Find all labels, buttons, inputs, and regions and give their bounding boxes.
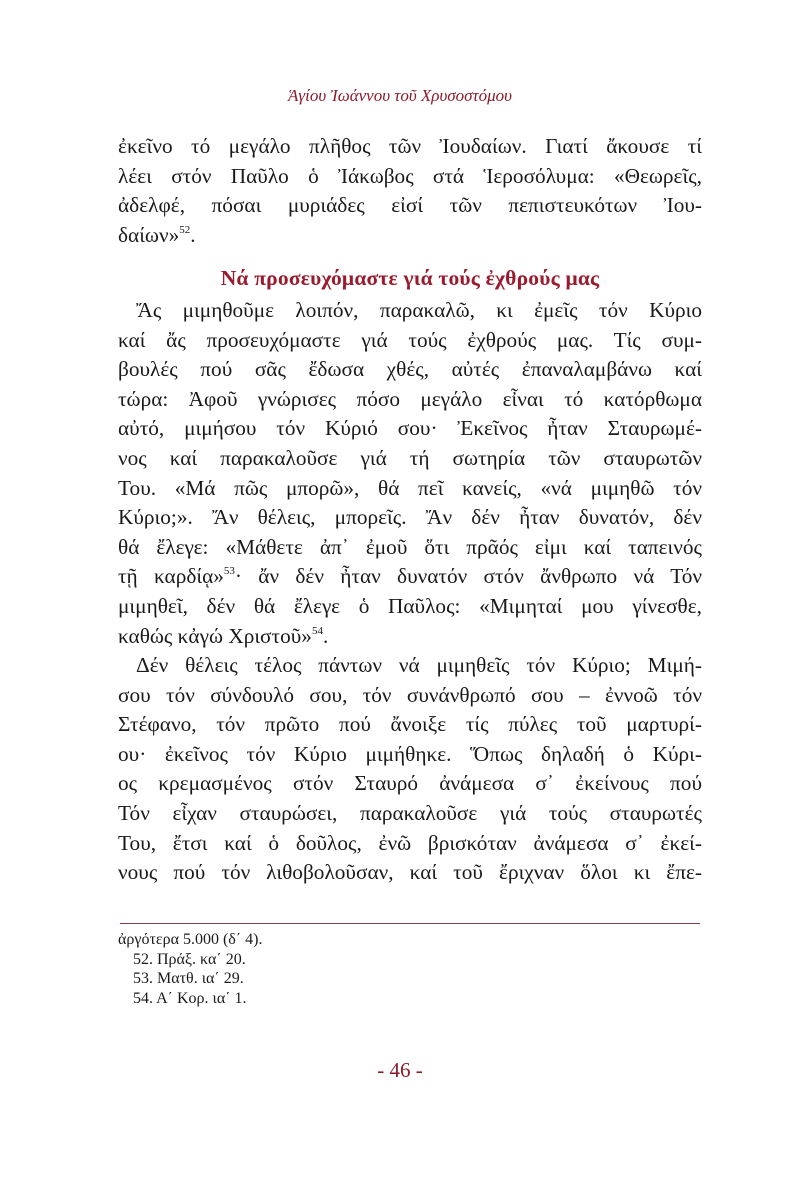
text-line: Δέν θέλεις τέλος πάντων νά μιμηθεῖς τόν Κύριο; Μιμή-: [136, 653, 702, 678]
running-head: Ἁγίου Ἰωάννου τοῦ Χρυσοστόμου: [288, 86, 512, 105]
text-line: [118, 221, 702, 251]
text-line: ἐκεῖνο τό μεγάλο πλῆθος τῶν Ἰουδαίων. Γιατί ἄκουσε τί: [118, 134, 702, 158]
text-fragment: · ἄν δέν ἦταν δυνατόν στόν ἄνθρωπο νά Τόν: [234, 564, 703, 589]
paragraph-3: [118, 651, 702, 888]
text-line: βουλές πού σᾶς ἔδωσα χθές, αὐτές ἐπαναλαμβάνω καί: [118, 357, 702, 382]
body-text: [118, 132, 702, 888]
text-line: λέει στόν Παῦλο ὁ Ἰάκωβος στά Ἱεροσόλυμα: «Θεωρεῖς,: [118, 163, 702, 188]
text-line: Του. «Μά πῶς μπορῶ», θά πεῖ κανείς, «νά μιμηθῶ τόν: [118, 475, 702, 500]
text-line: [118, 562, 702, 592]
text-fragment: .: [322, 623, 329, 648]
text-line: σου τόν σύνδουλό σου, τόν συνάνθρωπό σου – ἐννοῶ τόν: [118, 682, 702, 707]
footnotes: [118, 930, 698, 1008]
footnote-ref-52[interactable]: 52: [179, 223, 191, 236]
footnote-54: 54. Α΄ Κορ. ια΄ 1.: [133, 989, 247, 1007]
text-line: [118, 622, 702, 652]
footnote-52: 52. Πράξ. κα΄ 20.: [133, 950, 246, 968]
footnote-ref-53[interactable]: 53: [223, 565, 235, 578]
footnote-ref-54[interactable]: 54: [311, 624, 323, 637]
text-line: Τόν εἶχαν σταυρώσει, παρακαλοῦσε γιά τούς σταυρωτές: [118, 801, 702, 826]
text-line: τώρα: Ἀφοῦ γνώρισες πόσο μεγάλο εἶναι τό κατόρθωμα: [118, 386, 702, 411]
text-fragment: .: [190, 222, 196, 247]
text-fragment: καθώς κἀγώ Χριστοῦ»: [118, 623, 312, 648]
text-line: μιμηθεῖ, δέν θά ἔλεγε ὁ Παῦλος: «Μιμηταί μου γίνεσθε,: [118, 593, 702, 618]
paragraph-2: [118, 296, 702, 651]
text-line: Στέφανο, τόν πρῶτο πού ἄνοιξε τίς πύλες τοῦ μαρτυρί-: [118, 712, 702, 737]
text-line: Ἄς μιμηθοῦμε λοιπόν, παρακαλῶ, κι ἐμεῖς τόν Κύριο: [136, 297, 702, 322]
text-line: Του, ἔτσι καί ὁ δοῦλος, ἐνῶ βρισκόταν ἀνάμεσα σ᾽ ἐκεί-: [118, 830, 702, 855]
footnote-continuation: ἀργότερα 5.000 (δ΄ 4).: [118, 931, 263, 948]
text-line: ἀδελφέ, πόσαι μυριάδες εἰσί τῶν πεπιστευκότων Ἰου-: [118, 193, 702, 218]
text-line: θά ἔλεγε: «Μάθετε ἀπ᾽ ἐμοῦ ὅτι πρᾶός εἰμι καί ταπεινός: [118, 534, 702, 559]
text-line: αὐτό, μιμήσου τόν Κύριό σου· Ἐκεῖνος ἦταν Σταυρωμέ-: [118, 416, 702, 441]
page-number: - 46 -: [377, 1058, 423, 1082]
text-line: νους πού τόν λιθοβολοῦσαν, καί τοῦ ἔριχναν ὅλοι κι ἔπε-: [118, 860, 702, 885]
text-line: νος καί παρακαλοῦσε γιά τή σωτηρία τῶν σταυρωτῶν: [118, 445, 702, 470]
footnote-divider: [120, 923, 700, 924]
text-line: Κύριο;». Ἄν θέλεις, μπορεῖς. Ἄν δέν ἦταν δυνατόν, δέν: [118, 505, 702, 530]
section-heading: Νά προσευχόμαστε γιά τούς ἐχθρούς μας: [220, 266, 600, 291]
text-fragment: δαίων»: [118, 222, 180, 247]
text-line: ου· ἐκεῖνος τόν Κύριο μιμήθηκε. Ὅπως δηλαδή ὁ Κύρι-: [118, 741, 702, 766]
text-line: καί ἄς προσευχόμαστε γιά τούς ἐχθρούς μας. Τίς συμ-: [118, 327, 702, 352]
text-line: ος κρεμασμένος στόν Σταυρό ἀνάμεσα σ᾽ ἐκείνους πού: [118, 771, 702, 796]
paragraph-1: [118, 132, 702, 250]
footnote-53: 53. Ματθ. ια΄ 29.: [133, 970, 244, 987]
text-fragment: τῇ καρδίᾳ»: [118, 564, 224, 589]
